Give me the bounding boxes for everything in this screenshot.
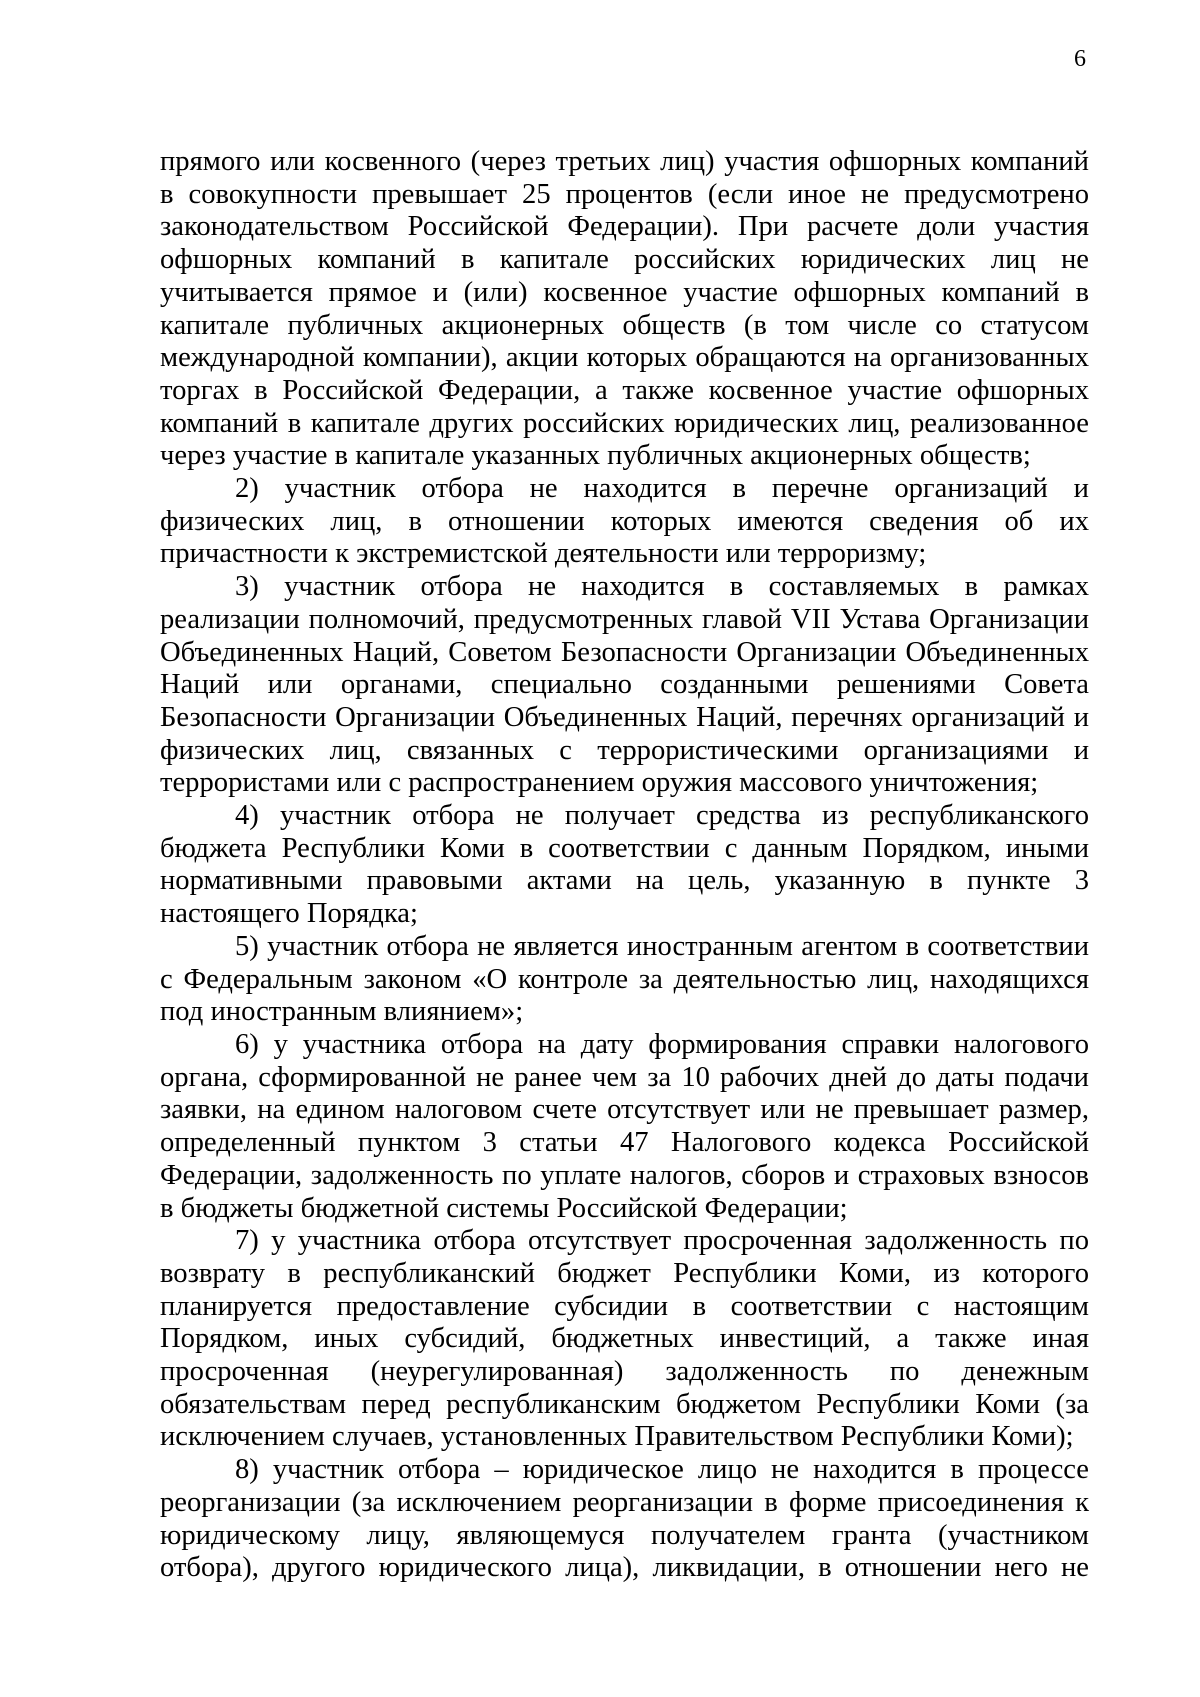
document-body <box>160 146 1089 1585</box>
page-number: 6 <box>1074 46 1086 72</box>
paragraph-item-5: 5) участник отбора не является иностранным агентом в соответствии с Федеральным законом «О контроле за деятельностью лиц, находящихся под иностранным влиянием»; <box>160 930 1089 1028</box>
paragraph-item-8: 8) участник отбора – юридическое лицо не находится в процессе реорганизации (за исключением реорганизации в форме присоединения к юридическому лицу, являющемуся получателем гранта (участником отбора), другого юридического лица), ликвидации, в отношении него не <box>160 1454 1089 1584</box>
paragraph-item-2: 2) участник отбора не находится в перечне организаций и физических лиц, в отношении которых имеются сведения об их причастности к экстремистской деятельности или терроризму; <box>160 473 1089 570</box>
paragraph-continuation: прямого или косвенного (через третьих лиц) участия офшорных компаний в совокупности превышает 25 процентов (если иное не предусмотрено законодательством Российской Федерации). При расчете доли участия офшорных компаний в капитале российских юридических лиц не учитывается прямое и (или) косвенное участие офшорных компаний в капитале публичных акционерных обществ (в том числе со статусом международной компании), акции которых обращаются на организованных торгах в Российской Федерации, а также косвенное участие офшорных компаний в капитале других российских юридических лиц, реализованное через участие в капитале указанных публичных акционерных обществ; <box>160 146 1089 472</box>
paragraph-item-3: 3) участник отбора не находится в составляемых в рамках реализации полномочий, предусмотренных главой VII Устава Организации Объединенных Наций, Советом Безопасности Организации Объединенных Наций или органами, специально созданными решениями Совета Безопасности Организации Объединенных Наций, перечнях организаций и физических лиц, связанных с террористическими организациями и террористами или с распространением оружия массового уничтожения; <box>160 571 1089 799</box>
paragraph-item-7: 7) у участника отбора отсутствует просроченная задолженность по возврату в республиканский бюджет Республики Коми, из которого планируется предоставление субсидии в соответствии с настоящим Порядком, иных субсидий, бюджетных инвестиций, а также иная просроченная (неурегулированная) задолженность по денежным обязательствам перед республиканским бюджетом Республики Коми (за исключением случаев, установленных Правительством Республики Коми); <box>160 1225 1089 1453</box>
paragraph-item-4: 4) участник отбора не получает средства из республиканского бюджета Республики Коми в соответствии с данным Порядком, иными нормативными правовыми актами на цель, указанную в пункте 3 настоящего Порядка; <box>160 800 1089 930</box>
paragraph-item-6: 6) у участника отбора на дату формирования справки налогового органа, сформированной не ранее чем за 10 рабочих дней до даты подачи заявки, на едином налоговом счете отсутствует или не превышает размер, определенный пунктом 3 статьи 47 Налогового кодекса Российской Федерации, задолженность по уплате налогов, сборов и страховых взносов в бюджеты бюджетной системы Российской Федерации; <box>160 1028 1089 1224</box>
